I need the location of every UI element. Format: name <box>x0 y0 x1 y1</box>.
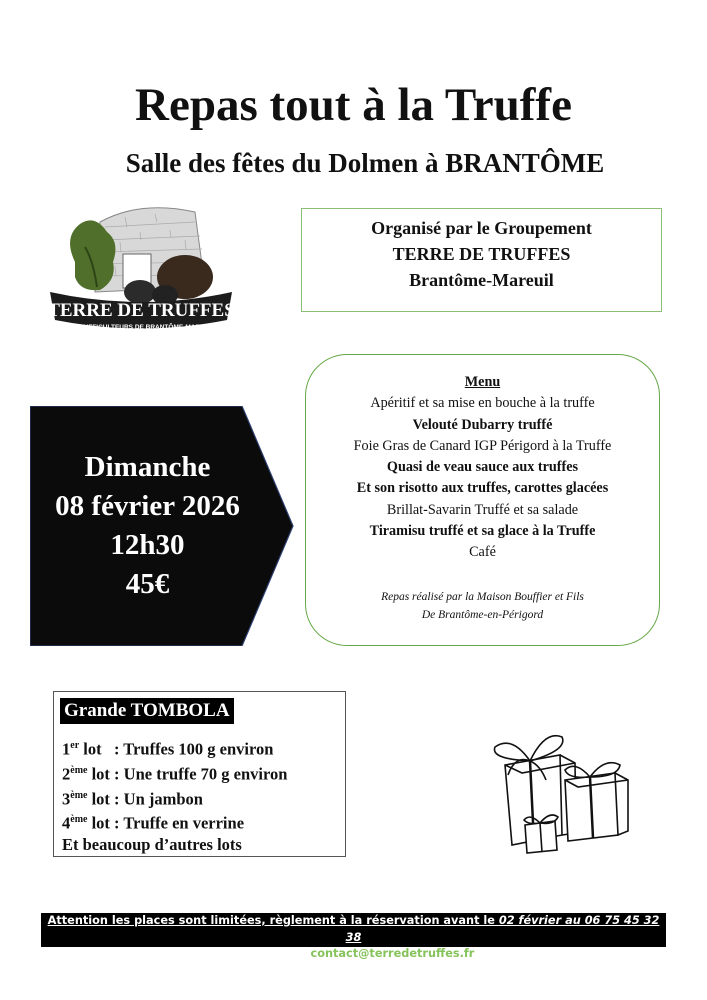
footer-deadline: 02 février au 06 75 45 32 38 <box>345 914 660 944</box>
event-day: Dimanche <box>84 451 211 483</box>
menu-item: Apéritif et sa mise en bouche à la truffe <box>370 395 595 412</box>
organizer-box <box>301 208 662 312</box>
event-time: 12h30 <box>110 529 185 561</box>
tombola-lot: 2ème lot : Une truffe 70 g environ <box>62 764 288 784</box>
event-price: 45€ <box>125 568 170 600</box>
event-date: 08 février 2026 <box>55 490 240 522</box>
contact-email-link[interactable]: contact@terredetruffes.fr <box>310 947 475 960</box>
venue-subtitle: Salle des fêtes du Dolmen à BRANTÔME <box>125 148 605 178</box>
menu-item: Café <box>469 544 496 561</box>
organizer-line-1: Organisé par le Groupement <box>371 218 592 238</box>
menu-credit <box>306 588 659 624</box>
menu-item: Et son risotto aux truffes, carottes glacées <box>356 480 609 497</box>
logo-tagline: TRUFFICULTEURS DE BRANTÔME-MAREUIL <box>75 324 215 331</box>
tombola-lot: 4ème lot : Truffe en verrine <box>62 813 245 833</box>
menu-item: Brillat-Savarin Truffé et sa salade <box>386 501 579 518</box>
tombola-list <box>62 735 287 855</box>
page-title: Repas tout à la Truffe <box>135 79 572 131</box>
menu-heading: Menu <box>464 374 501 390</box>
menu-item: Quasi de veau sauce aux truffes <box>386 459 579 476</box>
menu-item: Velouté Dubarry truffé <box>412 416 553 433</box>
menu-item: Foie Gras de Canard IGP Périgord à la Truffe <box>353 437 612 454</box>
tombola-box <box>53 691 346 857</box>
footer-mail: Ou par mail contact@terredetruffes.fr <box>232 947 475 960</box>
gift-boxes-illustration-icon <box>450 715 640 860</box>
organizer-line-2: TERRE DE TRUFFES <box>392 244 571 264</box>
tombola-more: Et beaucoup d’autres lots <box>62 835 242 855</box>
tombola-title: Grande TOMBOLA <box>60 698 234 724</box>
tombola-lot: 3ème lot : Un jambon <box>62 789 203 809</box>
menu-box <box>305 354 660 646</box>
logo-name: TERRE DE TRUFFES <box>47 300 235 321</box>
footer-notice: Attention les places sont limitées, règlement à la réservation avant le 02 février au 06 75 45 32 38 <box>47 914 660 944</box>
footer-banner <box>41 913 666 960</box>
menu-credit-line-2: De Brantôme-en-Périgord <box>421 608 544 621</box>
event-info <box>30 448 265 604</box>
terre-de-truffes-logo-icon <box>45 192 237 352</box>
menu-credit-line-1: Repas réalisé par la Maison Bouffier et Fils <box>381 590 584 603</box>
menu-item: Tiramisu truffé et sa glace à la Truffe <box>369 523 596 540</box>
organizer-line-3: Brantôme-Mareuil <box>409 270 554 290</box>
tombola-lot: 1er lot : Truffes 100 g environ <box>62 739 274 759</box>
